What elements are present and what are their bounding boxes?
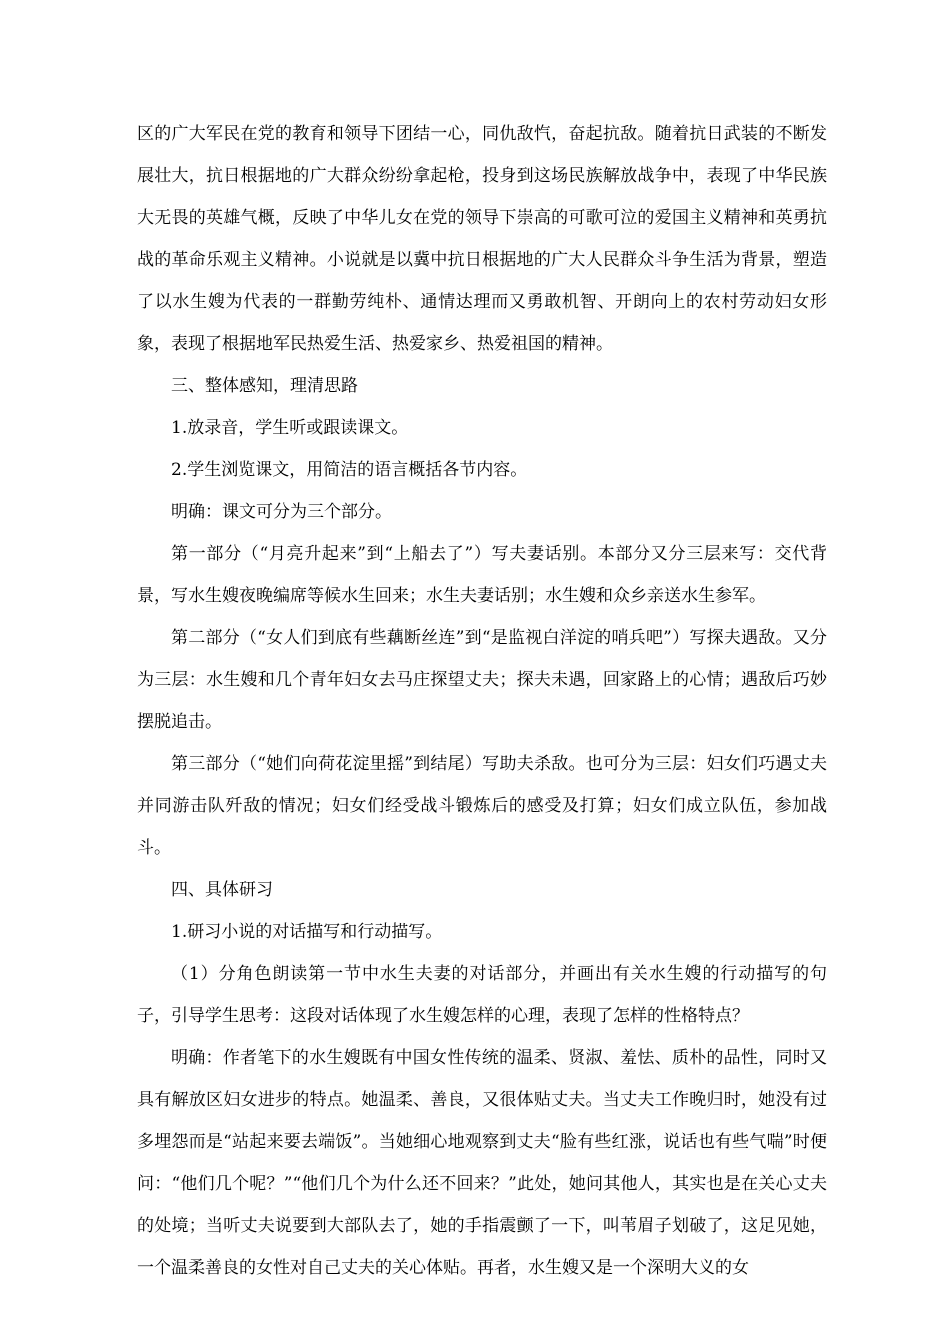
paragraph-part-1: 第一部分（“月亮升起来”到“上船去了”）写夫妻话别。本部分又分三层来写：交代背景，写水生嫂夜晚编席等候水生回来；水生夫妻话别；水生嫂和众乡亲送水生参军。: [137, 544, 827, 606]
paragraph-study-1: 1.研习小说的对话描写和行动描写。: [171, 922, 443, 942]
paragraph-study-1-question-1: （1）分角色朗读第一节中水生夫妻的对话部分，并画出有关水生嫂的行动描写的句子，引导学生思考：这段对话体现了水生嫂怎样的心理，表现了怎样的性格特点？: [137, 964, 827, 1026]
paragraph-step-2: 2.学生浏览课文，用简洁的语言概括各节内容。: [171, 460, 528, 480]
paragraph-step-1: 1.放录音，学生听或跟读课文。: [171, 418, 409, 438]
paragraph-clarify-character: 明确：作者笔下的水生嫂既有中国女性传统的温柔、贤淑、羞怯、质朴的品性，同时又具有解放区妇女进步的特点。她温柔、善良，又很体贴丈夫。当丈夫工作晚归时，她没有过多埋怨而是“站起来要去端饭”。当她细心地观察到丈夫“脸有些红涨，说话也有些气喘”时便问：“他们几个呢？”“他们几个为什么还不回来？”此处，她问其他人，其实也是在关心丈夫的处境；当听丈夫说要到大部队去了，她的手指震颤了一下，叫苇眉子划破了，这足见她，一个温柔善良的女性对自己丈夫的关心体贴。再者，水生嫂又是一个深明大义的女: [137, 1048, 827, 1278]
document-body: [137, 113, 827, 1289]
section-heading-4: 四、具体研习: [171, 880, 273, 900]
paragraph-war-background: 区的广大军民在党的教育和领导下团结一心，同仇敌忾，奋起抗敌。随着抗日武装的不断发展壮大，抗日根据地的广大群众纷纷拿起枪，投身到这场民族解放战争中，表现了中华民族大无畏的英雄气概，反映了中华儿女在党的领导下崇高的可歌可泣的爱国主义精神和英勇抗战的革命乐观主义精神。小说就是以冀中抗日根据地的广大人民群众斗争生活为背景，塑造了以水生嫂为代表的一群勤劳纯朴、通情达理而又勇敢机智、开朗向上的农村劳动妇女形象，表现了根据地军民热爱生活、热爱家乡、热爱祖国的精神。: [137, 124, 827, 354]
paragraph-part-3: 第三部分（“她们向荷花淀里摇”到结尾）写助夫杀敌。也可分为三层：妇女们巧遇丈夫并同游击队歼敌的情况；妇女们经受战斗锻炼后的感受及打算；妇女们成立队伍，参加战斗。: [137, 754, 827, 858]
paragraph-part-2: 第二部分（“女人们到底有些藕断丝连”到“是监视白洋淀的哨兵吧”）写探夫遇敌。又分为三层：水生嫂和几个青年妇女去马庄探望丈夫；探夫未遇，回家路上的心情；遇敌后巧妙摆脱追击。: [137, 628, 827, 732]
section-heading-3: 三、整体感知，理清思路: [171, 376, 358, 396]
paragraph-clarify-parts: 明确：课文可分为三个部分。: [171, 502, 392, 522]
